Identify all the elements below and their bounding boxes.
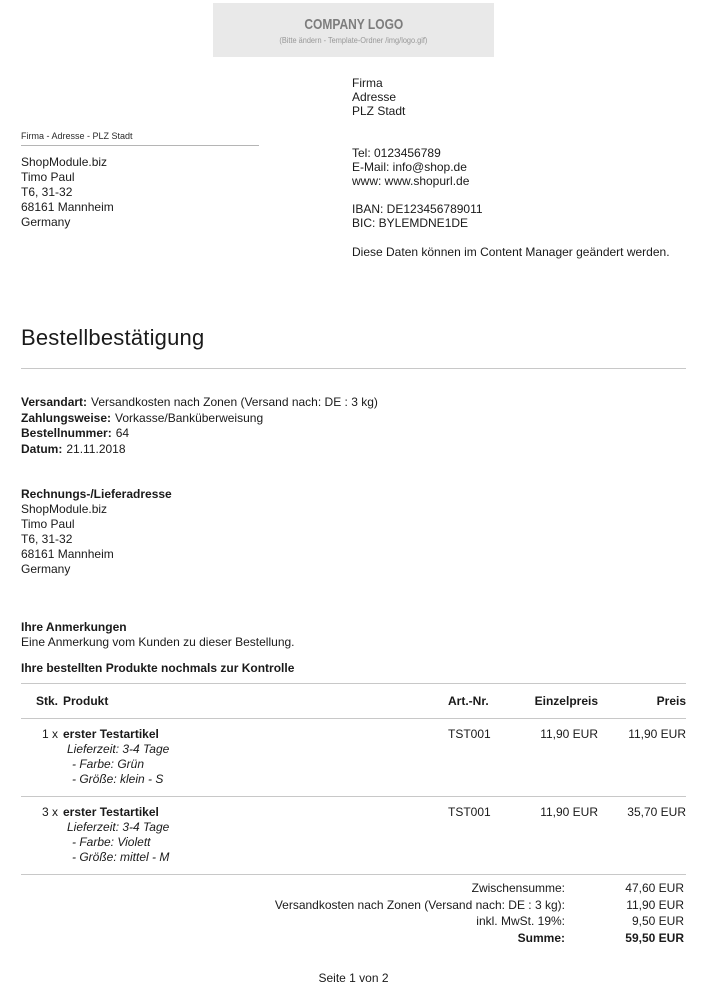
shop-bic: BIC: BYLEMDNE1DE — [352, 216, 469, 230]
payment-method-label: Zahlungsweise: — [21, 410, 112, 425]
product-unit-price: 11,90 EUR — [540, 805, 598, 819]
product-row — [21, 719, 686, 797]
shop-bank-block — [352, 202, 483, 230]
shop-address-line: Firma — [352, 76, 383, 90]
order-date-row — [21, 442, 378, 458]
remarks-block — [21, 620, 295, 650]
col-header-qty: Stk. — [35, 694, 58, 708]
shipping-cost-label: Versandkosten nach Zonen (Versand nach: DE : 3 kg): — [274, 897, 565, 912]
vat-label: inkl. MwSt. 19%: — [476, 914, 565, 928]
vat-value: 9,50 EUR — [631, 914, 684, 928]
product-cell — [58, 805, 428, 865]
order-number-value: 64 — [115, 426, 130, 440]
product-unit-price: 11,90 EUR — [540, 727, 598, 741]
product-detail: - Farbe: Grün — [72, 757, 145, 771]
col-header-artnr: Art.-Nr. — [448, 694, 489, 708]
shop-email: E-Mail: info@shop.de — [352, 160, 467, 174]
title-divider — [21, 368, 686, 369]
shipping-method-row — [21, 395, 378, 411]
product-artnr: TST001 — [448, 805, 491, 819]
billing-address-line: Germany — [21, 562, 71, 576]
billing-address-line: ShopModule.biz — [21, 502, 108, 516]
billing-address-line: T6, 31-32 — [21, 532, 73, 546]
billing-shipping-address-block — [21, 487, 172, 577]
totals-block — [21, 880, 684, 946]
product-cell — [58, 727, 428, 787]
shop-phone: Tel: 0123456789 — [352, 146, 441, 160]
products-table-header — [21, 683, 686, 719]
product-name: erster Testartikel — [63, 805, 159, 819]
col-header-price: Preis — [656, 694, 686, 708]
recipient-address-line: Germany — [21, 215, 71, 229]
products-section-title: Ihre bestellten Produkte nochmals zur Kontrolle — [21, 661, 295, 675]
grand-total-value: 59,50 EUR — [625, 930, 684, 945]
remarks-title: Ihre Anmerkungen — [21, 620, 127, 634]
col-header-unit-price: Einzelpreis — [534, 694, 598, 708]
shipping-cost-value: 11,90 EUR — [626, 897, 684, 912]
vat-row — [21, 913, 684, 930]
product-qty: 1 x — [41, 727, 58, 741]
subtotal-label: Zwischensumme: — [471, 881, 565, 895]
recipient-address-line: T6, 31-32 — [21, 185, 73, 199]
document-title: Bestellbestätigung — [21, 325, 205, 350]
billing-address-title: Rechnungs-/Lieferadresse — [21, 487, 172, 501]
product-name: erster Testartikel — [63, 727, 159, 741]
product-detail: - Größe: mittel - M — [72, 850, 170, 864]
shipping-method-value: Versandkosten nach Zonen (Versand nach: DE : 3 kg) — [91, 395, 378, 409]
product-detail: - Größe: klein - S — [72, 772, 164, 786]
shop-website: www: www.shopurl.de — [352, 174, 470, 188]
shop-address-line: PLZ Stadt — [352, 104, 406, 118]
shipping-cost-row — [21, 897, 684, 914]
shop-iban: IBAN: DE123456789011 — [352, 202, 483, 216]
shop-address-line: Adresse — [352, 90, 397, 104]
recipient-address-block — [21, 155, 114, 230]
product-detail: Lieferzeit: 3-4 Tage — [67, 742, 170, 756]
remarks-text: Eine Anmerkung vom Kunden zu dieser Bestellung. — [21, 635, 295, 649]
billing-address-line: Timo Paul — [21, 517, 75, 531]
subtotal-value: 47,60 EUR — [625, 881, 684, 895]
content-manager-note: Diese Daten können im Content Manager geändert werden. — [352, 245, 670, 259]
grand-total-label: Summe: — [517, 930, 565, 945]
shop-contact-block — [352, 146, 469, 188]
product-total-price: 35,70 EUR — [627, 805, 686, 819]
company-logo-placeholder — [213, 3, 494, 57]
order-info-block — [21, 395, 378, 457]
grand-total-row — [21, 930, 684, 947]
shipping-method-label: Versandart: — [21, 395, 88, 409]
payment-method-value: Vorkasse/Banküberweisung — [115, 410, 264, 425]
product-total-price: 11,90 EUR — [628, 727, 686, 741]
order-number-row — [21, 426, 378, 442]
recipient-address-line: Timo Paul — [21, 170, 75, 184]
recipient-address-line: 68161 Mannheim — [21, 200, 114, 214]
order-date-value: 21.11.2018 — [66, 441, 126, 456]
product-detail: - Farbe: Violett — [72, 835, 151, 849]
product-artnr: TST001 — [448, 727, 491, 741]
recipient-address-line: ShopModule.biz — [21, 155, 108, 169]
sender-reference-line: Firma - Adresse - PLZ Stadt — [21, 131, 259, 146]
products-table — [21, 683, 686, 875]
product-row — [21, 797, 686, 875]
payment-method-row — [21, 411, 378, 427]
logo-hint-text: (Bitte ändern - Template-Ordner /img/logo.gif) — [279, 35, 428, 45]
order-number-label: Bestellnummer: — [21, 426, 112, 440]
product-detail: Lieferzeit: 3-4 Tage — [67, 820, 170, 834]
col-header-product: Produkt — [63, 694, 109, 708]
shop-address-block — [352, 76, 405, 118]
subtotal-row — [21, 880, 684, 897]
order-date-label: Datum: — [21, 441, 63, 456]
product-qty: 3 x — [41, 805, 58, 819]
page-number: Seite 1 von 2 — [318, 971, 389, 985]
billing-address-line: 68161 Mannheim — [21, 547, 114, 561]
company-logo-text: COMPANY LOGO — [304, 15, 403, 33]
